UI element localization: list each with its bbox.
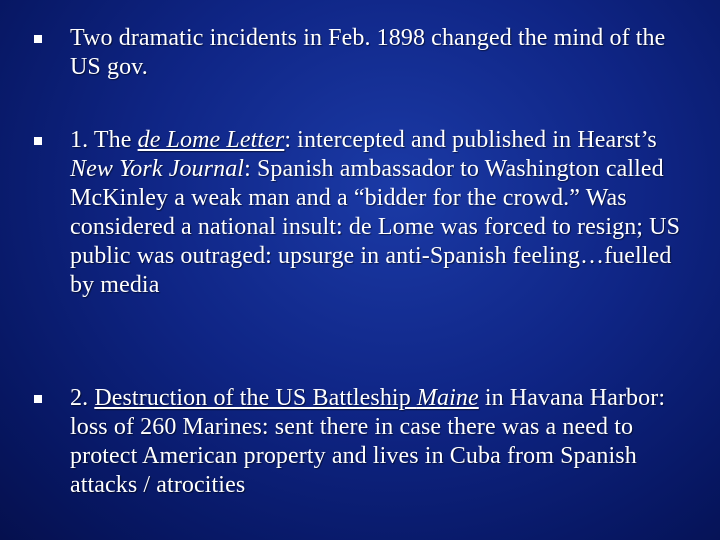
bullet-text-1 [70, 24, 690, 82]
bullet-3-prefix: 2. [70, 385, 95, 411]
square-bullet-icon [34, 35, 42, 43]
bullet-3-rest: in Havana Harbor: loss of 260 Marines: sent there in case there was a need to protect American property and lives in Cuba from Spanish attacks / atrocities [70, 385, 666, 498]
destruction-phrase: Destruction of the US Battleship [94, 385, 417, 411]
bullet-2-rest: : Spanish ambassador to Washington called McKinley a weak man and a “bidder for the crowd.” Was considered a national insult: de Lome was forced to resign; US public was outraged: upsurge in anti-Spanish feeling…fuelled by media [70, 156, 681, 298]
bullet-text-2 [70, 126, 690, 300]
maine-ship-name: Maine [416, 385, 479, 411]
de-lome-letter-title: de Lome Letter [137, 127, 285, 153]
bullet-2-prefix: 1. The [70, 127, 138, 153]
bullet-item-1 [34, 24, 690, 82]
square-bullet-icon [34, 137, 42, 145]
bullet-text-3 [70, 384, 690, 500]
square-bullet-icon [34, 395, 42, 403]
new-york-journal-title: New York Journal [70, 156, 245, 182]
bullet-item-3 [34, 384, 690, 500]
bullet-item-2 [34, 126, 690, 300]
bullet-2-middle: : intercepted and published in Hearst’s [284, 127, 657, 153]
bullet-1-text: Two dramatic incidents in Feb. 1898 changed the mind of the US gov. [70, 25, 666, 80]
